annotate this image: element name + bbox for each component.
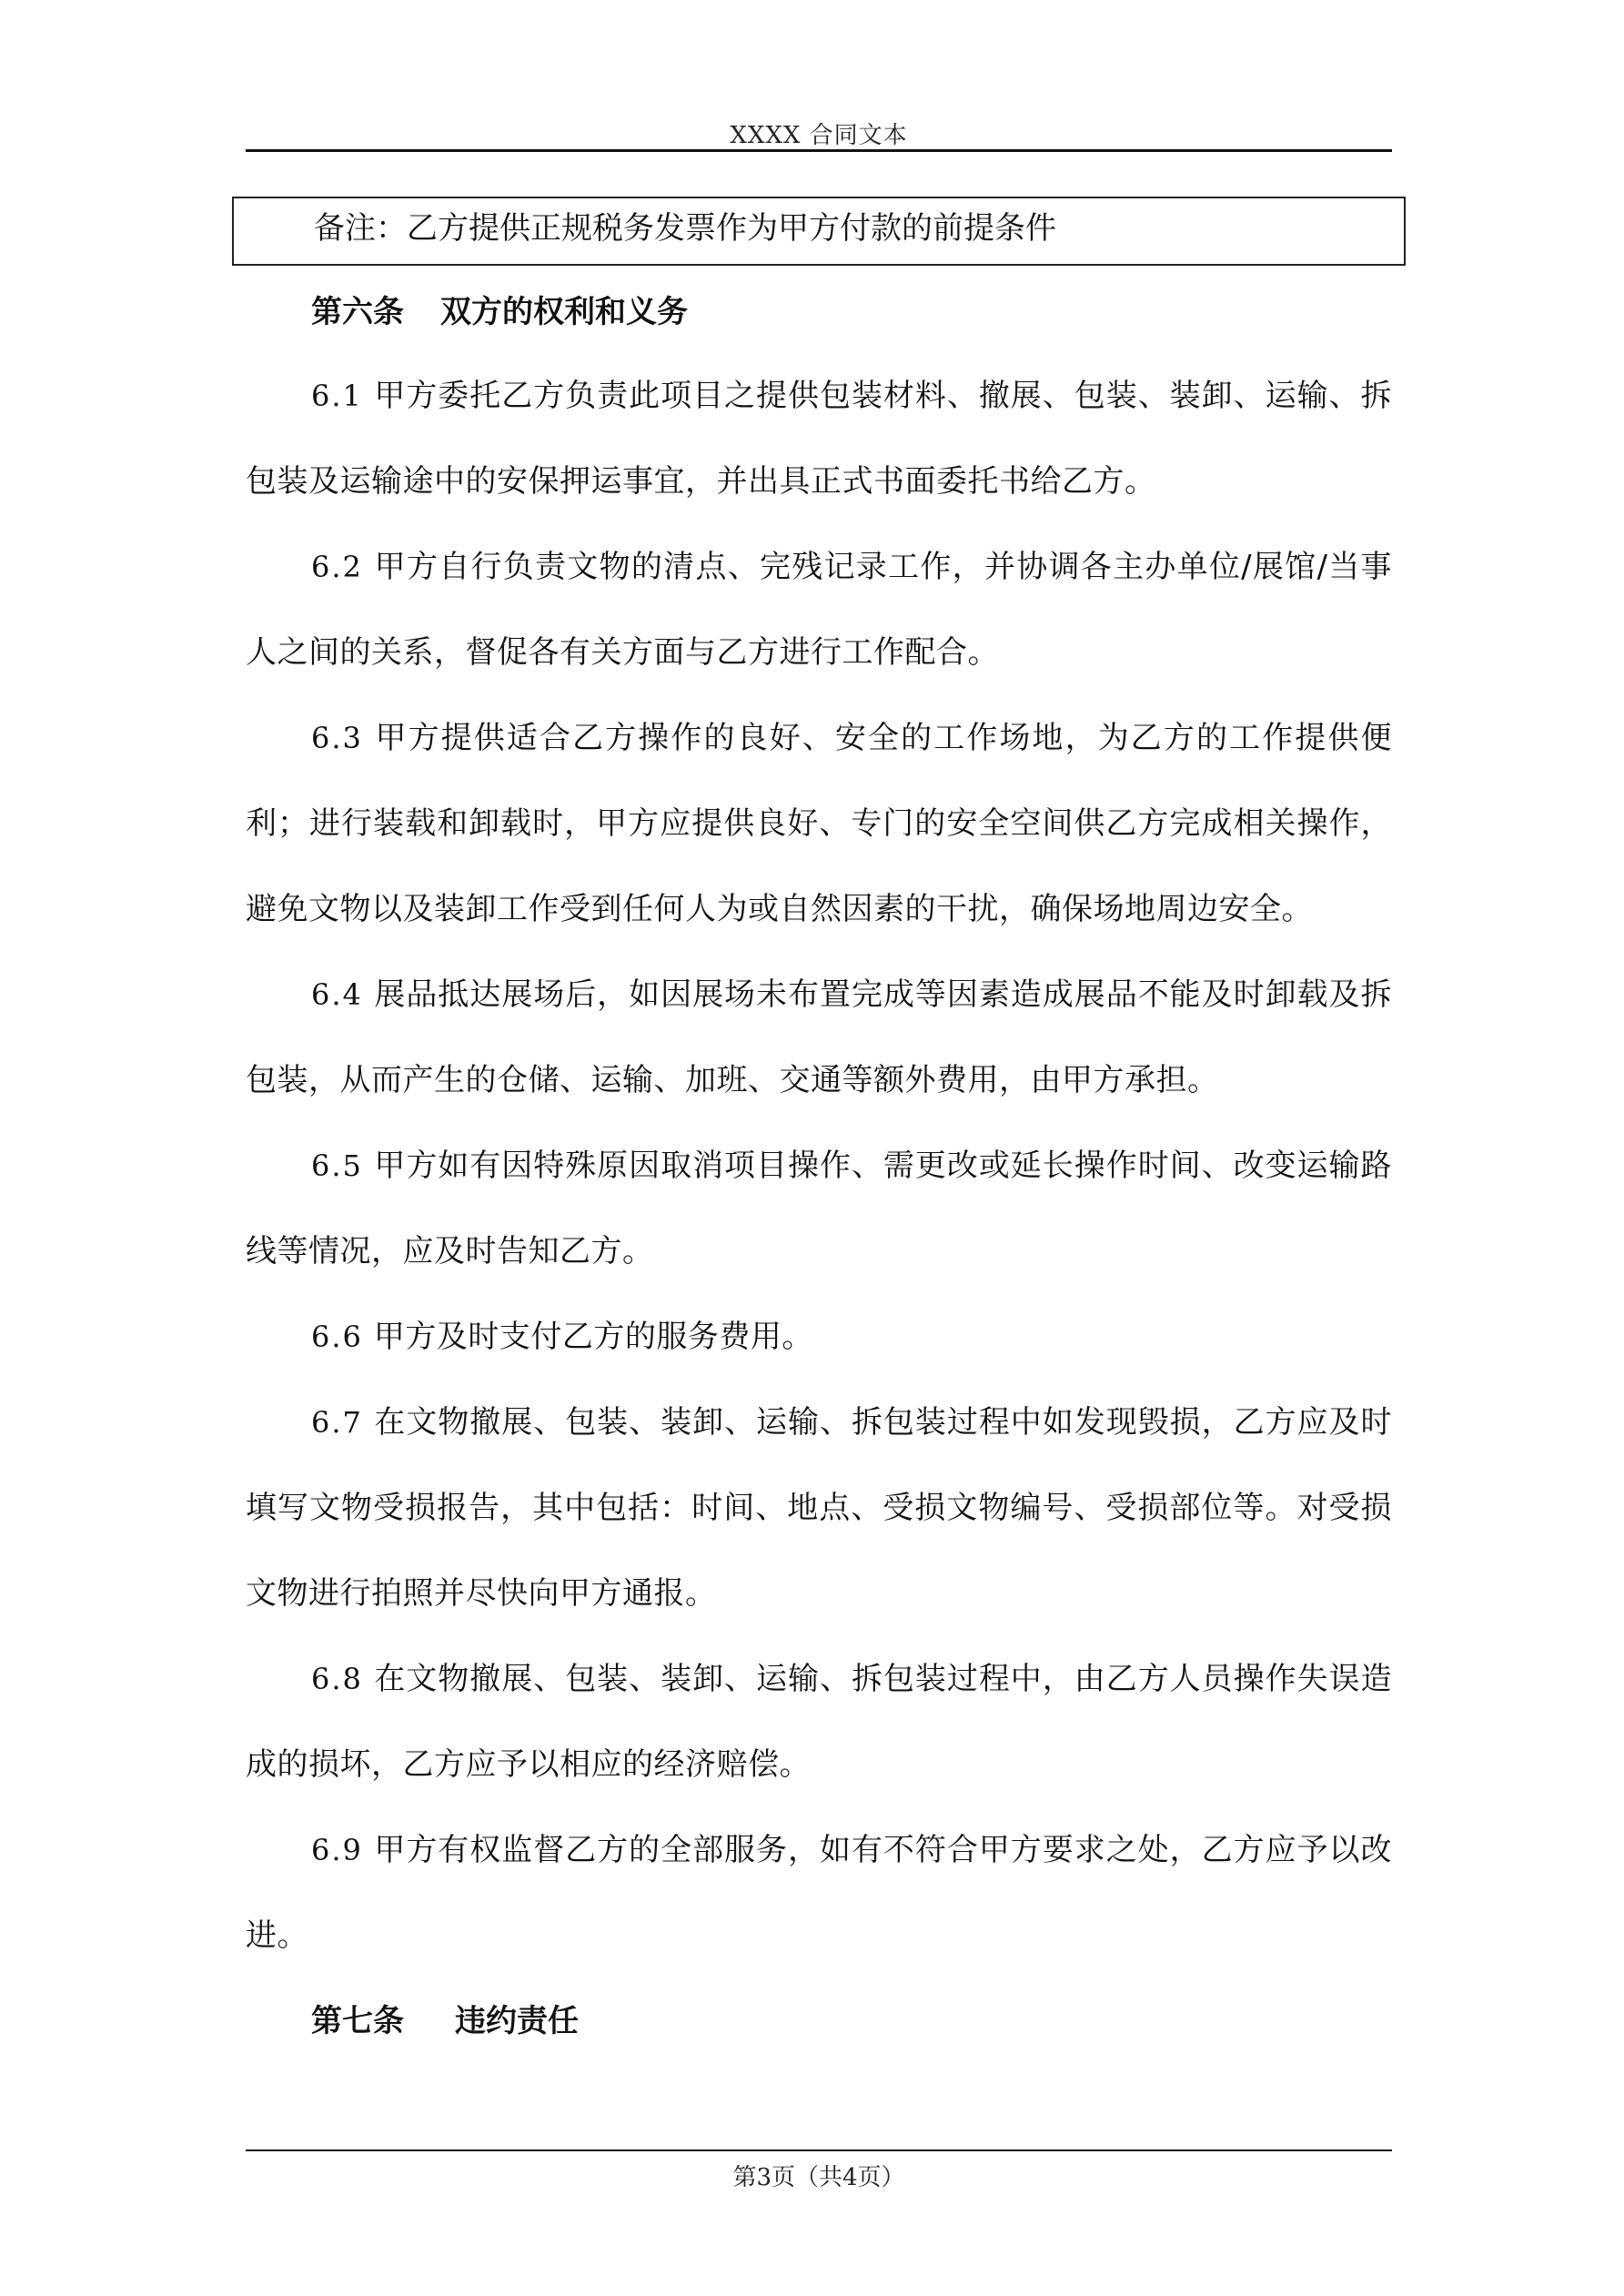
- article-7-title: 违约责任: [455, 2003, 579, 2039]
- clause-text: 在文物撤展、包装、装卸、运输、拆包装过程中，由乙方人员操作失误造成的损坏，乙方应予以相应的经济赔偿。: [246, 1661, 1392, 1783]
- clause-number: 6.4: [311, 977, 363, 1012]
- clause-number: 6.8: [311, 1662, 363, 1696]
- article-6-number: 第六条: [311, 294, 404, 330]
- clause-text: 在文物撤展、包装、装卸、运输、拆包装过程中如发现毁损，乙方应及时填写文物受损报告，其中包括：时间、地点、受损文物编号、受损部位等。对受损文物进行拍照并尽快向甲方通报。: [246, 1404, 1392, 1612]
- clause-6-1: [246, 353, 1392, 524]
- clause-number: 6.2: [311, 550, 363, 584]
- clause-text: 甲方自行负责文物的清点、完残记录工作，并协调各主办单位/展馆/当事人之间的关系，督促各有关方面与乙方进行工作配合。: [246, 549, 1392, 671]
- footer-divider: [246, 2149, 1392, 2151]
- remark-text: 备注：乙方提供正规税务发票作为甲方付款的前提条件: [314, 210, 1056, 247]
- clause-number: 6.3: [311, 721, 363, 755]
- clause-number: 6.1: [311, 379, 363, 413]
- clause-number: 6.9: [311, 1833, 363, 1867]
- clause-number: 6.5: [311, 1148, 363, 1183]
- clause-text: 甲方有权监督乙方的全部服务，如有不符合甲方要求之处，乙方应予以改进。: [246, 1832, 1392, 1954]
- clause-6-3: [246, 695, 1392, 952]
- page-number: 第3页（共4页）: [732, 2164, 905, 2191]
- clause-text: 甲方委托乙方负责此项目之提供包装材料、撤展、包装、装卸、运输、拆包装及运输途中的安保押运事宜，并出具正式书面委托书给乙方。: [246, 378, 1392, 500]
- clause-6-4: [246, 952, 1392, 1123]
- header-title: XXXX 合同文本: [730, 122, 908, 149]
- clause-6-6: [246, 1294, 1392, 1380]
- article-7-heading: [311, 1998, 579, 2044]
- clause-number: 6.7: [311, 1405, 363, 1440]
- clause-text: 甲方提供适合乙方操作的良好、安全的工作场地，为乙方的工作提供便利；进行装载和卸载时，甲方应提供良好、专门的安全空间供乙方完成相关操作，避免文物以及装卸工作受到任何人为或自然因素的干扰，确保场地周边安全。: [246, 720, 1392, 927]
- clause-6-8: [246, 1636, 1392, 1807]
- remark-box: [232, 197, 1406, 266]
- clause-text: 展品抵达展场后，如因展场未布置完成等因素造成展品不能及时卸载及拆包装，从而产生的仓储、运输、加班、交通等额外费用，由甲方承担。: [246, 976, 1392, 1098]
- clause-6-9: [246, 1807, 1392, 1978]
- article-7-number: 第七条: [311, 2003, 404, 2039]
- article-6-heading: [311, 289, 688, 335]
- clause-number: 6.6: [311, 1320, 363, 1354]
- clause-text: 甲方及时支付乙方的服务费用。: [373, 1319, 813, 1355]
- header-divider: [246, 149, 1392, 152]
- clause-text: 甲方如有因特殊原因取消项目操作、需更改或延长操作时间、改变运输路线等情况，应及时告知乙方。: [246, 1148, 1392, 1269]
- article-6-title: 双方的权利和义务: [440, 294, 688, 330]
- clause-6-5: [246, 1123, 1392, 1294]
- clause-6-2: [246, 524, 1392, 695]
- clause-6-7: [246, 1380, 1392, 1636]
